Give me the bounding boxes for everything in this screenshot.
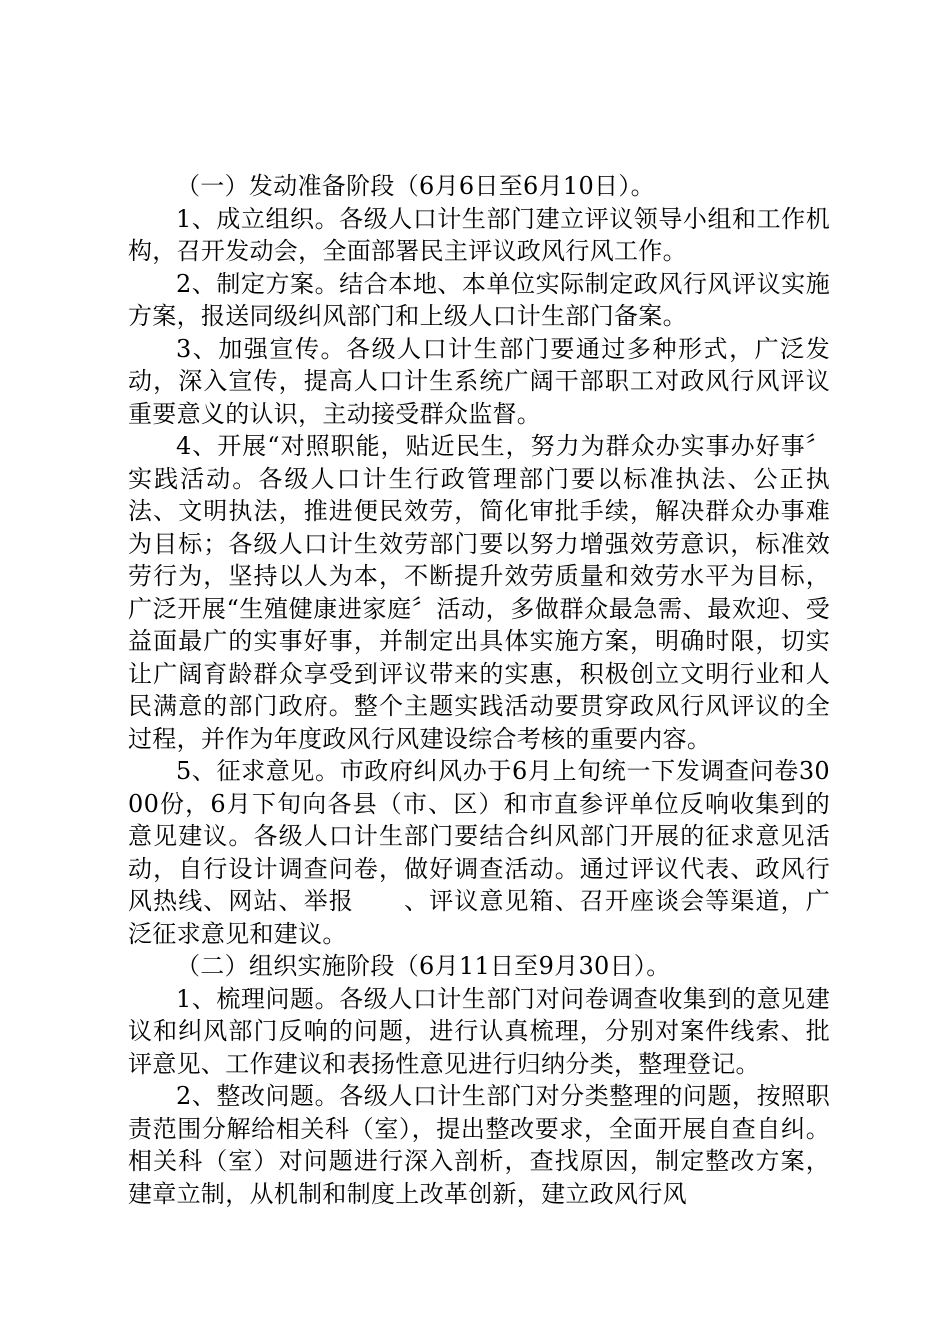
paragraph-solicit-opinions: 5、征求意见。市政府纠风办于6月上旬统一下发调查问卷3000份，6月下旬向各县（市、区）和市直参评单位反响收集到的意见建议。各级人口计生部门要结合纠风部门开展的征求意见活动，自行设计调查问卷，做好调查活动。通过评议代表、政风行风热线、网站、举报 、评议意见箱、召开座谈会等渠道，广泛征求意见和建议。 <box>128 757 830 948</box>
section-heading-preparation: （一）发动准备阶段（6月6日至6月10日）。 <box>176 172 655 200</box>
document-body <box>128 170 830 1210</box>
paragraph-establish-organization: 1、成立组织。各级人口计生部门建立评议领导小组和工作机构，召开发动会，全面部署民主评议政风行风工作。 <box>128 204 830 265</box>
paragraph-practice-activity: 4、开展“对照职能，贴近民生，努力为群众办实事办好事〞实践活动。各级人口计生行政管理部门要以标准执法、公正执法、文明执法，推进便民效劳，简化审批手续，解决群众办事难为目标；各级人口计生效劳部门要以努力增强效劳意识，标准效劳行为，坚持以人为本，不断提升效劳质量和效劳水平为目标，广泛开展“生殖健康进家庭〞活动，多做群众最急需、最欢迎、受益面最广的实事好事，并制定出具体实施方案，明确时限，切实让广阔育龄群众享受到评议带来的实惠，积极创立文明行业和人民满意的部门政府。整个主题实践活动要贯穿政风行风评议的全过程，并作为年度政风行风建设综合考核的重要内容。 <box>128 432 830 753</box>
paragraph-formulate-plan: 2、制定方案。结合本地、本单位实际制定政风行风评议实施方案，报送同级纠风部门和上级人口计生部门备案。 <box>128 269 830 330</box>
paragraph-strengthen-publicity: 3、加强宣传。各级人口计生部门要通过多种形式，广泛发动，深入宣传，提高人口计生系统广阔干部职工对政风行风评议重要意义的认识，主动接受群众监督。 <box>128 334 830 428</box>
section-heading-implementation: （二）组织实施阶段（6月11日至9月30日）。 <box>176 952 671 980</box>
paragraph-rectify-issues: 2、整改问题。各级人口计生部门对分类整理的问题，按照职责范围分解给相关科（室），提出整改要求，全面开展自查自纠。相关科（室）对问题进行深入剖析，查找原因，制定整改方案，建章立制，从机制和制度上改革创新，建立政风行风 <box>128 1082 830 1208</box>
paragraph-sort-issues: 1、梳理问题。各级人口计生部门对问卷调查收集到的意见建议和纠风部门反响的问题，进行认真梳理，分别对案件线索、批评意见、工作建议和表扬性意见进行归纳分类，整理登记。 <box>128 984 830 1078</box>
